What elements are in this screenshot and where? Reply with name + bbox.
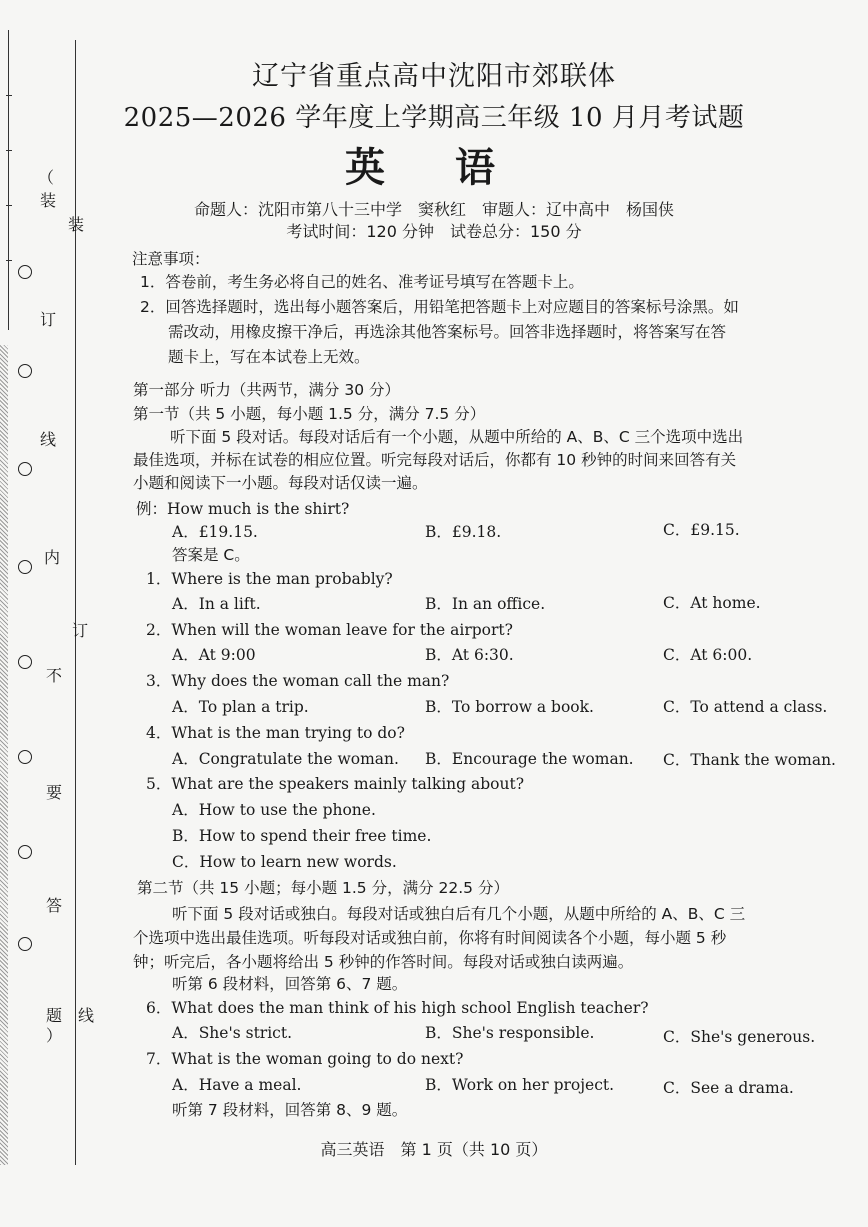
question-4: 4．What is the man trying to do? [146, 724, 405, 742]
exam-org-title: 辽宁省重点高中沈阳市郊联体 [252, 61, 616, 92]
binding-tick [6, 260, 12, 261]
binding-char: 订 [40, 310, 57, 329]
notice-item: 2．回答选择题时，选出每小题答案后，用铅笔把答题卡上对应题目的答案标号涂黑。如 [140, 298, 739, 316]
option-6b: B．She's responsible. [425, 1024, 595, 1042]
binding-char: 订 [72, 621, 89, 640]
page-footer: 高三英语 第 1 页（共 10 页） [320, 1140, 548, 1159]
binding-char: 线 [78, 1006, 95, 1025]
question-6: 6．What does the man think of his high school English teacher? [146, 999, 649, 1017]
option-5b: B．How to spend their free time. [172, 827, 432, 845]
option-5c: C．How to learn new words. [172, 853, 397, 871]
binding-hole [18, 750, 32, 764]
option-3a: A．To plan a trip. [172, 698, 309, 716]
section2-title: 第二节（共 15 小题；每小题 1.5 分，满分 22.5 分） [137, 879, 509, 897]
binding-hatch [0, 345, 8, 1165]
binding-hole [18, 937, 32, 951]
option-2a: A．At 9:00 [172, 646, 256, 664]
notice-item: 需改动，用橡皮擦干净后，再选涂其他答案标号。回答非选择题时，将答案写在答 [168, 323, 727, 341]
binding-hole [18, 655, 32, 669]
example-question: 例：How much is the shirt? [136, 500, 350, 518]
notice-title: 注意事项： [132, 250, 210, 268]
binding-tick [6, 95, 12, 96]
section1-instruction: 听下面 5 段对话。每段对话后有一个小题，从题中所给的 A、B、C 三个选项中选出 [170, 428, 744, 446]
notice-item: 题卡上，写在本试卷上无效。 [168, 348, 370, 366]
section2-instruction: 钟；听完后，各小题将给出 5 秒钟的作答时间。每段对话或独白读两遍。 [133, 953, 634, 971]
binding-hole [18, 845, 32, 859]
binding-char: 装 [40, 191, 57, 210]
notice-item: 1．答卷前，考生务必将自己的姓名、准考证号填写在答题卡上。 [140, 273, 584, 291]
example-option-a: A．£19.15. [172, 523, 258, 541]
question-7: 7．What is the woman going to do next? [146, 1050, 464, 1068]
option-3c: C．To attend a class. [663, 698, 828, 716]
option-3b: B．To borrow a book. [425, 698, 594, 716]
option-7c: C．See a drama. [663, 1079, 794, 1097]
authors-line: 命题人：沈阳市第八十三中学 窦秋红 审题人：辽中高中 杨国侠 [193, 200, 674, 219]
option-2c: C．At 6:00. [663, 646, 753, 664]
option-7b: B．Work on her project. [425, 1076, 615, 1094]
section2-instruction: 个选项中选出最佳选项。听每段对话或独白前，你将有时间阅读各个小题，每小题 5 秒 [133, 929, 727, 947]
binding-char: （ [38, 168, 55, 187]
option-7a: A．Have a meal. [172, 1076, 302, 1094]
option-4b: B．Encourage the woman. [425, 750, 634, 768]
binding-hole [18, 364, 32, 378]
option-5a: A．How to use the phone. [172, 801, 376, 819]
material-6-label: 听第 6 段材料，回答第 6、7 题。 [172, 975, 408, 993]
option-1b: B．In an office. [425, 595, 546, 613]
example-answer: 答案是 C。 [172, 546, 250, 564]
question-1: 1．Where is the man probably? [146, 570, 393, 588]
option-1c: C．At home. [663, 594, 761, 612]
option-4a: A．Congratulate the woman. [172, 750, 399, 768]
binding-hole [18, 560, 32, 574]
binding-char: 线 [40, 430, 57, 449]
question-5: 5．What are the speakers mainly talking about? [146, 775, 525, 793]
section1-instruction: 小题和阅读下一小题。每段对话仅读一遍。 [133, 474, 428, 492]
subject-title: 英 语 [345, 144, 523, 191]
material-7-label: 听第 7 段材料，回答第 8、9 题。 [172, 1101, 408, 1119]
binding-char: ） [46, 1026, 63, 1045]
example-option-b: B．£9.18. [425, 523, 502, 541]
option-6c: C．She's generous. [663, 1028, 816, 1046]
option-6a: A．She's strict. [172, 1024, 292, 1042]
example-option-c: C．£9.15. [663, 521, 740, 539]
option-1a: A．In a lift. [172, 595, 261, 613]
section1-instruction: 最佳选项，并标在试卷的相应位置。听完每段对话后，你都有 10 秒钟的时间来回答有关 [133, 451, 737, 469]
binding-char: 装 [68, 215, 85, 234]
section1-title: 第一节（共 5 小题，每小题 1.5 分，满分 7.5 分） [133, 405, 486, 423]
binding-char: 答 [46, 896, 63, 915]
binding-hole [18, 462, 32, 476]
question-2: 2．When will the woman leave for the airport? [146, 621, 513, 639]
binding-char: 不 [46, 666, 63, 685]
option-4c: C．Thank the woman. [663, 751, 836, 769]
section2-instruction: 听下面 5 段对话或独白。每段对话或独白后有几个小题，从题中所给的 A、B、C 三 [172, 905, 746, 923]
question-3: 3．Why does the woman call the man? [146, 672, 450, 690]
binding-hole [18, 265, 32, 279]
part1-title: 第一部分 听力（共两节，满分 30 分） [133, 381, 401, 399]
exam-info-line: 考试时间：120 分钟 试卷总分：150 分 [286, 222, 582, 241]
binding-char: 内 [44, 548, 61, 567]
exam-title: 2025—2026 学年度上学期高三年级 10 月月考试题 [123, 103, 745, 133]
binding-char: 要 [46, 783, 63, 802]
option-2b: B．At 6:30. [425, 646, 514, 664]
binding-char: 题 [46, 1006, 63, 1025]
